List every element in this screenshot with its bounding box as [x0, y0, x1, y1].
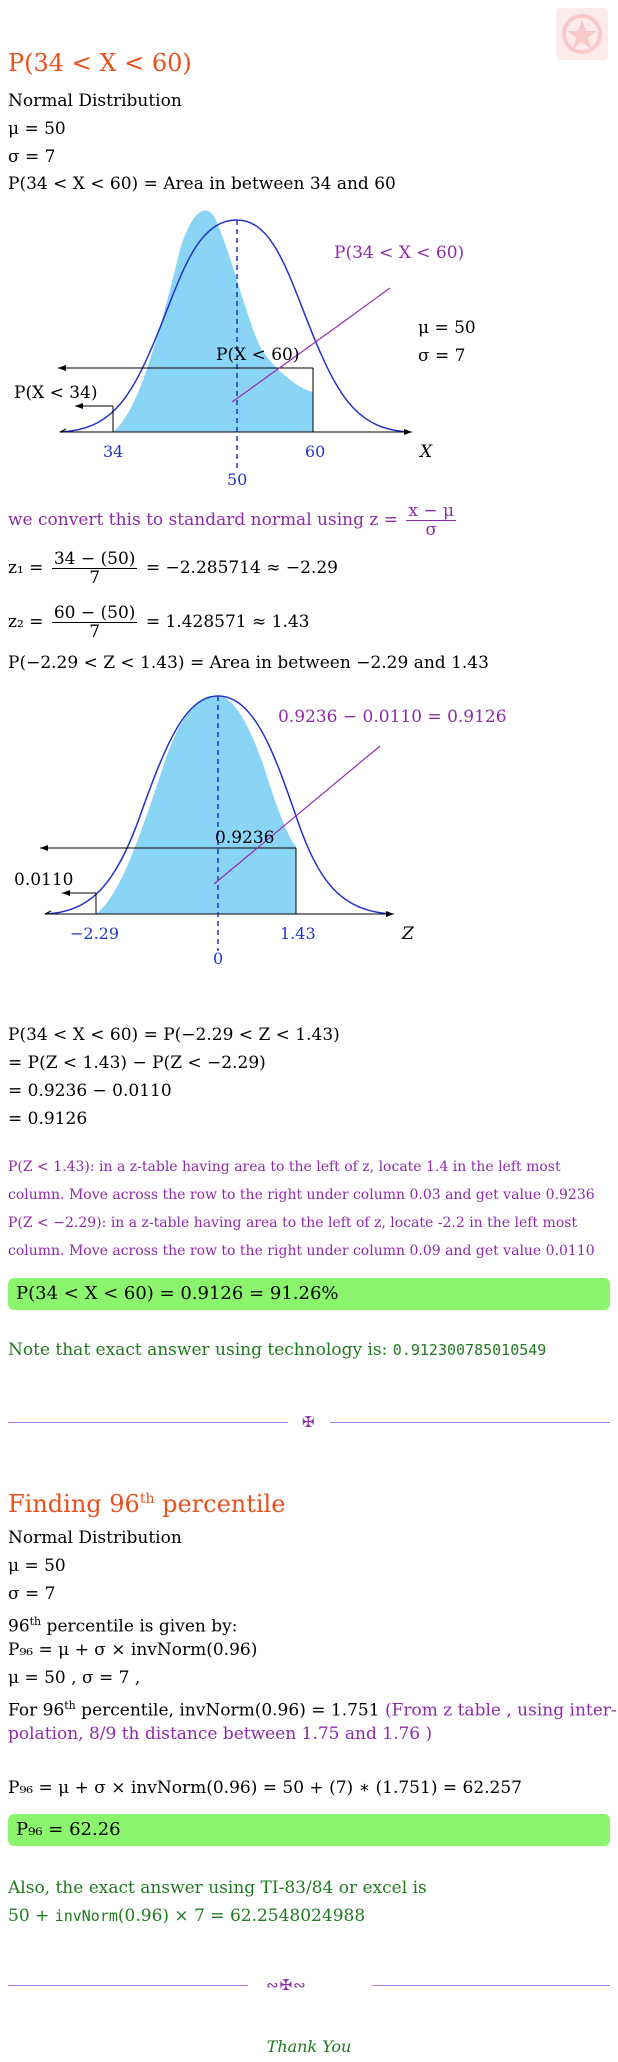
axis-label: Z	[402, 924, 414, 944]
tick-low: −2.29	[70, 924, 120, 943]
part1-line: P(34 < X < 60) = Area in between 34 and 60	[8, 174, 396, 194]
convert-text: we convert this to standard normal using z =	[8, 510, 398, 530]
part1-line: Normal Distribution	[8, 91, 182, 111]
z1-line	[8, 548, 338, 588]
tick-mean: 50	[227, 470, 248, 489]
for-note2: polation, 8/9 th distance between 1.75 and 1.76 )	[8, 1724, 433, 1744]
sigma-label: σ = 7	[418, 346, 466, 366]
params: μ = 50 , σ = 7 ,	[8, 1668, 141, 1688]
tick-low: 34	[103, 442, 124, 461]
calc-line: = P(Z < 1.43) − P(Z < −2.29)	[8, 1053, 266, 1073]
answer-box: P(34 < X < 60) = 0.9126 = 91.26%	[8, 1278, 610, 1310]
exact-line2	[8, 1905, 365, 1927]
tick-high: 1.43	[280, 924, 316, 943]
label-low: P(X < 34)	[14, 383, 98, 403]
pct-given	[8, 1611, 237, 1638]
note-line: P(Z < 1.43): in a z-table having area to the left of z, locate 1.4 in the left most	[8, 1159, 561, 1175]
label-between: 0.9236 − 0.0110 = 0.9126	[278, 707, 507, 727]
z1-prefix: z₁ =	[8, 558, 44, 578]
for-note1: (From z table , using inter-	[384, 1700, 617, 1721]
z2-fraction	[52, 604, 138, 641]
thank-you: Thank You	[266, 2037, 352, 2056]
footer-ornament-icon: ∾✠∾	[266, 1976, 307, 1994]
label-between: P(34 < X < 60)	[334, 243, 465, 263]
z1-result: = −2.285714 ≈ −2.29	[145, 558, 338, 578]
convert-fraction	[406, 502, 456, 539]
pct-given-pre: 96	[8, 1616, 30, 1637]
part2-line: σ = 7	[8, 1584, 56, 1604]
z-area-line: P(−2.29 < Z < 1.43) = Area in between −2.29 and 1.43	[8, 653, 489, 673]
convert-numerator: x − μ	[408, 501, 455, 521]
for-pre: For 96	[8, 1700, 65, 1721]
z2-denominator: 7	[89, 622, 101, 642]
pct-given-post: percentile is given by:	[41, 1616, 238, 1637]
calc-line: P(34 < X < 60) = P(−2.29 < Z < 1.43)	[8, 1025, 340, 1045]
p96-calc: P₉₆ = μ + σ × invNorm(0.96) = 50 + (7) ∗ (1.751) = 62.257	[8, 1778, 522, 1798]
note-line: column. Move across the row to the right under column 0.03 and get value 0.9236	[8, 1187, 595, 1203]
footer-divider	[8, 1978, 610, 1994]
exact2-pre: 50 +	[8, 1906, 55, 1926]
formula: P₉₆ = μ + σ × invNorm(0.96)	[8, 1640, 258, 1660]
z1-numerator: 34 − (50)	[53, 549, 136, 569]
part1-line: σ = 7	[8, 147, 56, 167]
part2-line: μ = 50	[8, 1556, 66, 1576]
z2-result: = 1.428571 ≈ 1.43	[145, 612, 310, 632]
section-divider	[8, 1415, 610, 1431]
calc-line: = 0.9126	[8, 1109, 88, 1129]
convert-line	[8, 500, 459, 540]
label-cum: P(X < 60)	[216, 345, 300, 365]
pct-given-sup: th	[29, 1615, 42, 1628]
z2-line	[8, 602, 310, 642]
part2-heading-post: percentile	[154, 1490, 286, 1518]
part1-heading: P(34 < X < 60)	[8, 49, 192, 77]
note-line: column. Move across the row to the right under column 0.09 and get value 0.0110	[8, 1243, 595, 1259]
part2-heading-pre: Finding 96	[8, 1490, 140, 1518]
divider-ornament-icon: ✠	[302, 1413, 315, 1431]
part2-heading-sup: th	[139, 1491, 155, 1507]
label-cum: 0.9236	[215, 828, 275, 848]
z2-numerator: 60 − (50)	[53, 603, 136, 623]
z1-fraction	[52, 550, 138, 587]
part2-heading	[8, 1484, 285, 1519]
exact-line1: Also, the exact answer using TI-83/84 or excel is	[8, 1878, 427, 1898]
exact2-post: (0.96) × 7 = 62.2548024988	[117, 1906, 366, 1926]
for-line	[8, 1695, 617, 1722]
part1-line: μ = 50	[8, 119, 66, 139]
note-line: P(Z < −2.29): in a z-table having area to the left of z, locate -2.2 in the left most	[8, 1215, 578, 1231]
for-sup: th	[64, 1699, 76, 1712]
z1-denominator: 7	[89, 568, 101, 588]
exact2-mono: invNorm	[54, 1907, 118, 1925]
convert-denominator: σ	[425, 520, 438, 540]
z2-prefix: z₂ =	[8, 612, 44, 632]
normal-curve-graph-x	[0, 210, 476, 490]
label-low: 0.0110	[14, 870, 74, 890]
shaded-area	[96, 696, 296, 914]
axis-label: X	[420, 442, 433, 462]
tick-mean: 0	[213, 949, 224, 968]
for-mid: percentile, invNorm(0.96) = 1.751	[75, 1700, 380, 1721]
mu-label: μ = 50	[418, 318, 476, 338]
tech-note-text: Note that exact answer using technology is:	[8, 1340, 388, 1360]
calc-line: = 0.9236 − 0.0110	[8, 1081, 172, 1101]
part2-line: Normal Distribution	[8, 1528, 182, 1548]
tick-high: 60	[305, 442, 326, 461]
normal-curve-graph-z	[0, 696, 507, 968]
tech-note	[8, 1339, 546, 1361]
answer-box-2: P₉₆ = 62.26	[8, 1814, 610, 1846]
tech-value: 0.912300785010549	[392, 1341, 547, 1359]
watermark-logo	[556, 8, 608, 60]
shaded-area	[113, 210, 313, 432]
